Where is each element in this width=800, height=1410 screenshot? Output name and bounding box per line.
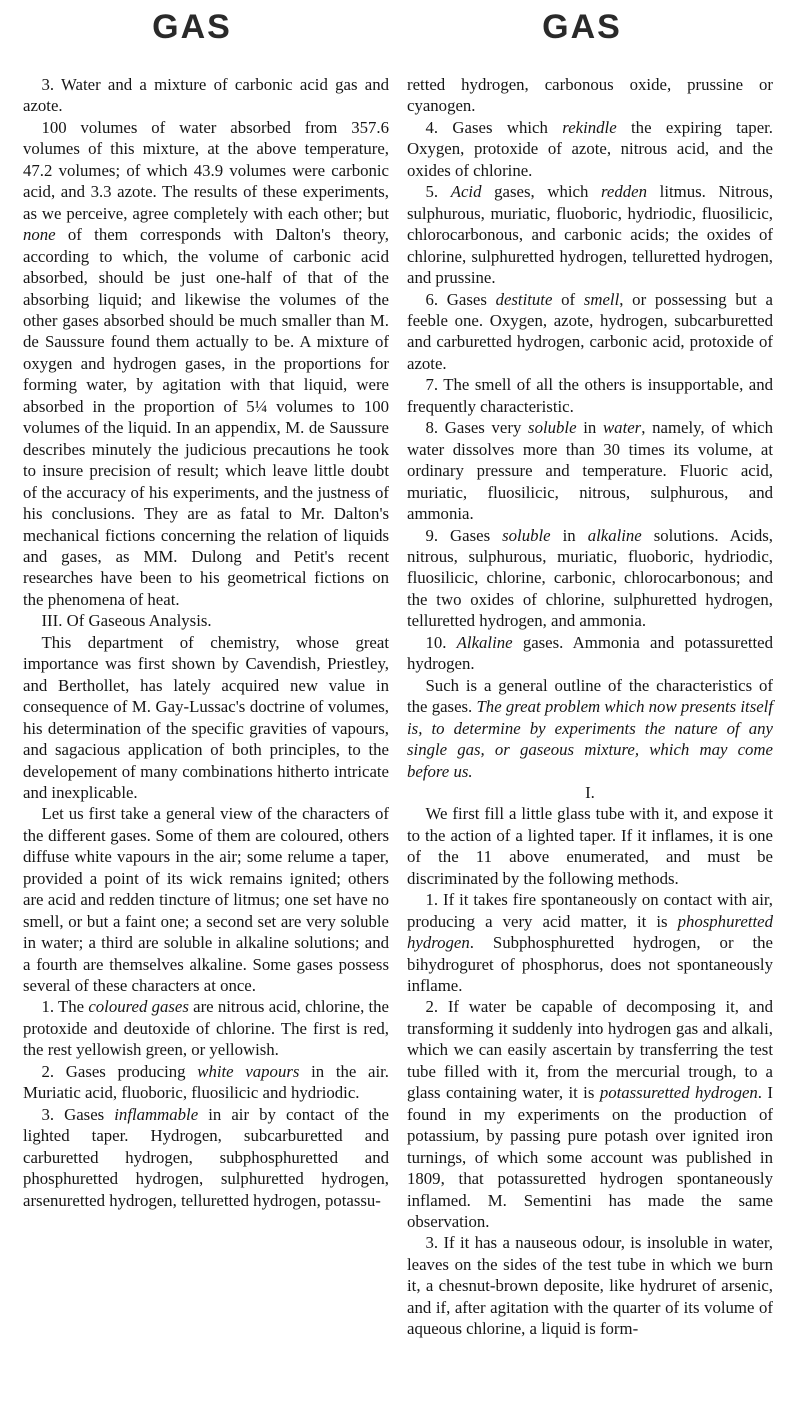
text-run: We first fill a little glass tube with it, and expose it to the action of a lighted taper. If it inflames, it is one of the 11 above enumerated, and must be discriminated by the following methods. — [407, 804, 773, 888]
text-run: in air by contact of the lighted taper. Hydrogen, subcarburetted and carburetted hydrogen, subphosphuretted and phosphuretted hydrogen, sulphuretted hydrogen, arsenuretted hydrogen, telluretted hydrogen, potassu- — [23, 1104, 389, 1210]
text-run: gases. Ammonia and potassuretted hydrogen. — [407, 632, 773, 674]
text-run: This department of chemistry, whose great importance was first shown by Cavendish, Priestley, and Berthollet, has lately acquired new value in consequence of M. Gay-Lussac's doctrine of volumes, his determination of the specific gravities of vapours, and sagacious application of both principles, to the developement of many combinations hitherto intricate and inexplicable. — [23, 632, 389, 802]
text-run: 3. Gases — [41, 1104, 115, 1124]
paragraph — [407, 289, 773, 375]
italic-text: Acid — [450, 182, 482, 202]
paragraph — [407, 417, 773, 524]
text-run: retted hydrogen, carbonous oxide, prussine or cyanogen. — [407, 75, 773, 116]
italic-text: water — [602, 418, 642, 438]
text-run: in the air. Muriatic acid, fluoboric, fluosilicic and hydriodic. — [23, 1061, 389, 1103]
italic-text: rekindle — [562, 117, 617, 137]
paragraph — [407, 782, 773, 803]
right-column — [407, 74, 773, 1340]
paragraph — [23, 74, 389, 117]
italic-text: alkaline — [587, 525, 642, 545]
paragraph — [407, 996, 773, 1232]
paragraph — [407, 803, 773, 889]
text-run: . I found in my experiments on the production of potassium, by passing pure potash over ignited iron turnings, of which some account was published in 1809, that potassuretted hydrogen spontaneously inflamed. M. Sementini has made the same observation. — [407, 1083, 773, 1232]
italic-text: inflammable — [114, 1104, 199, 1124]
text-run: 3. If it has a nauseous odour, is insoluble in water, leaves on the sides of the test tube in which we burn it, a chesnut-brown deposite, like hydruret of arsenic, and if, after agitation with the quarter of its volume of aqueous chlorine, a liquid is form- — [407, 1233, 773, 1339]
running-head-bar — [0, 0, 800, 64]
italic-text: none — [23, 225, 56, 245]
text-run: of — [552, 289, 584, 309]
text-run: 9. Gases — [425, 525, 503, 545]
text-run: 7. The smell of all the others is insupportable, and frequently characteristic. — [407, 375, 773, 416]
running-head-left: GAS — [152, 8, 232, 46]
text-run: 100 volumes of water absorbed from 357.6 volumes of this mixture, at the above temperature, 47.2 volumes; of which 43.9 volumes were carbonic acid, and 3.3 azote. The results of these experiments, as we perceive, agree completely with each other; but — [23, 117, 389, 223]
text-run: , or possessing but a feeble one. Oxygen, azote, hydrogen, subcarburetted and carburetted hydrogen, carbonic acid, protoxide of azote. — [407, 289, 773, 373]
italic-text: The great problem which now presents itself is, to determine by experiments the nature of any single gas, or gaseous mixture, which may come before us. — [407, 697, 773, 781]
text-run: , namely, of which water dissolves more than 30 times its volume, at ordinary pressure and temperature. Fluoric acid, muriatic, fluosilicic, nitrous, sulphurous, and ammonia. — [407, 418, 773, 524]
paragraph — [407, 374, 773, 417]
italic-text: white vapours — [197, 1061, 300, 1081]
text-run: 1. The — [41, 997, 89, 1017]
italic-text: potassuretted hydrogen — [599, 1083, 758, 1103]
text-run: . Subphosphuretted hydrogen, or the bihydroguret of phosphorus, does not spontaneously inflame. — [407, 933, 773, 996]
italic-text: coloured gases — [88, 997, 189, 1017]
italic-text: redden — [601, 182, 647, 202]
italic-text: soluble — [502, 525, 551, 545]
paragraph — [407, 889, 773, 996]
text-run: gases, which — [481, 182, 602, 202]
text-run: 1. If it takes fire spontaneously on contact with air, producing a very acid matter, it is — [407, 890, 773, 931]
paragraph — [23, 632, 389, 804]
text-run: 10. — [425, 632, 457, 652]
text-run: 8. Gases very — [425, 418, 529, 438]
italic-text: smell — [583, 289, 620, 309]
paragraph — [23, 1104, 389, 1211]
text-run: in — [576, 418, 603, 438]
text-run: the expiring taper. Oxygen, protoxide of azote, nitrous acid, and the oxides of chlorine. — [407, 117, 773, 180]
text-run: in — [550, 525, 588, 545]
text-run: III. Of Gaseous Analysis. — [41, 611, 212, 631]
text-run: 6. Gases — [425, 289, 496, 309]
text-run: I. — [585, 782, 595, 802]
text-run: 5. — [425, 182, 451, 202]
italic-text: soluble — [528, 418, 577, 438]
text-run: Let us first take a general view of the characters of the different gases. Some of them are coloured, others diffuse white vapours in the air; some relume a taper, provided a point of its wick remains ignited; others are acid and redden tincture of litmus; one set have no smell, or but a faint one; a second set are very soluble in water; a third are soluble in alkaline solutions; and a fourth are themselves alkaline. Some gases possess several of these characters at once. — [23, 804, 389, 996]
italic-text: phosphuretted hydrogen — [407, 911, 773, 953]
paragraph — [407, 1232, 773, 1339]
text-run: 4. Gases which — [425, 117, 563, 137]
text-run: solutions. Acids, nitrous, sulphurous, muriatic, fluoboric, hydriodic, fluosilicic, chlorine, carbonic, chlorocarbonous; and the two oxides of chlorine, sulphuretted hydrogen, telluretted hydrogen, and ammonia. — [407, 525, 773, 631]
text-run: 3. Water and a mixture of carbonic acid gas and azote. — [23, 75, 389, 116]
text-run: Such is a general outline of the characteristics of the gases. — [407, 675, 773, 717]
running-head-right: GAS — [542, 8, 622, 46]
paragraph — [407, 181, 773, 288]
paragraph — [23, 610, 389, 631]
paragraph — [23, 117, 389, 610]
paragraph — [23, 1061, 389, 1104]
paragraph — [407, 74, 773, 117]
italic-text: destitute — [495, 289, 553, 309]
italic-text: Alkaline — [456, 632, 513, 652]
text-run: 2. Gases producing — [41, 1061, 198, 1081]
paragraph — [407, 675, 773, 782]
text-run: are nitrous acid, chlorine, the protoxide and deutoxide of chlorine. The first is red, the rest yellowish green, or yellowish. — [23, 997, 390, 1060]
text-run: of them corresponds with Dalton's theory, according to which, the volume of carbonic acid absorbed, should be just one-half of that of the absorbing liquid; and likewise the volumes of the other gases absorbed should be much smaller than M. de Saussure found them actually to be. A mixture of oxygen and hydrogen gases, in the proportions for forming water, by agitation with that liquid, were absorbed in the proportion of 5¼ volumes to 100 volumes of the liquid. In an appendix, M. de Saussure describes minutely the judicious precautions he took to insure precision of result; which leave little doubt of the accuracy of his experiments, and the justness of his conclusions. They are as fatal to Mr. Dalton's mechanical fictions concerning the relation of liquids and gases, as MM. Dulong and Petit's recent researches have been to his geometrical fictions on the phenomena of heat. — [23, 225, 389, 609]
paragraph — [407, 632, 773, 675]
text-run: 2. If water be capable of decomposing it, and transforming it suddenly into hydrogen gas and alkali, which we can easily ascertain by transferring the test tube filled with it, from the mercurial trough, to a glass containing water, it is — [407, 997, 773, 1103]
left-column — [23, 74, 389, 1211]
paragraph — [407, 525, 773, 632]
paragraph — [23, 996, 389, 1060]
paragraph — [23, 803, 389, 996]
paragraph — [407, 117, 773, 181]
text-run: litmus. Nitrous, sulphurous, muriatic, fluoboric, hydriodic, fluosilicic, chlorocarbonous, and carbonic acids; the oxides of chlorine, sulphuretted hydrogen, telluretted hydrogen, and prussine. — [407, 182, 774, 288]
